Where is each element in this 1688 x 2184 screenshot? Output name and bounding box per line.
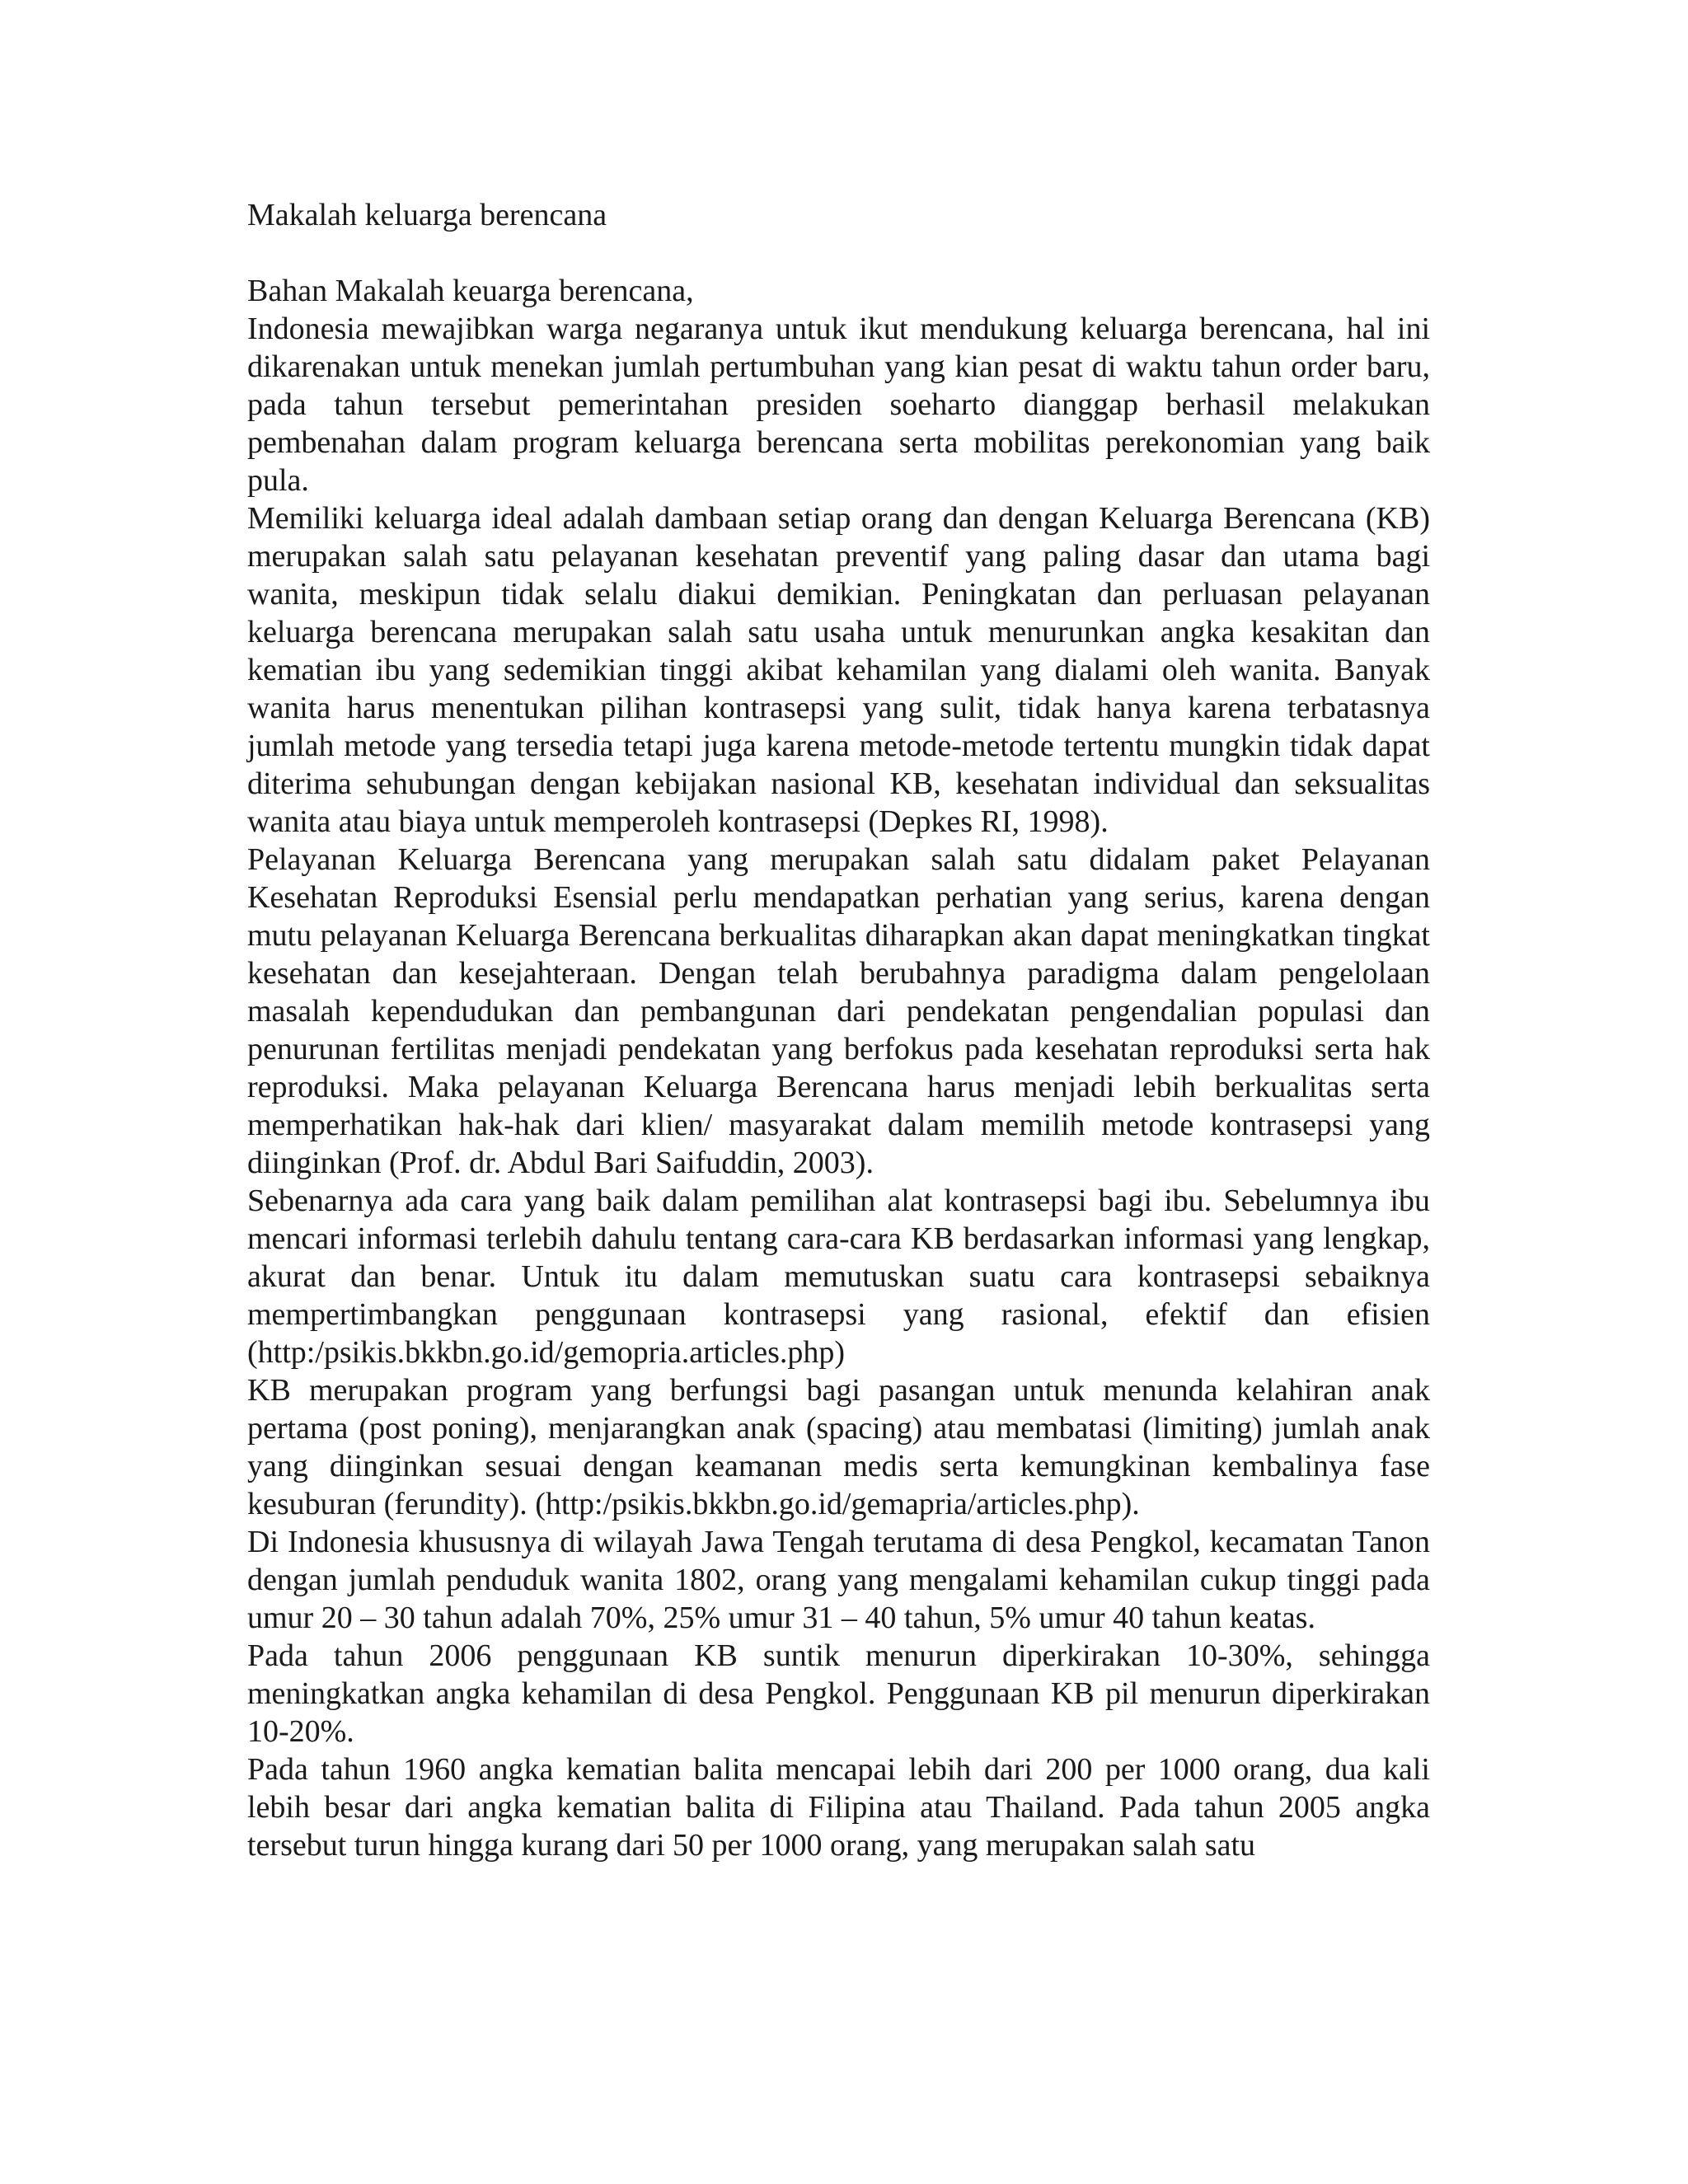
paragraph: Pada tahun 1960 angka kematian balita mencapai lebih dari 200 per 1000 orang, dua kali lebih besar dari angka kematian balita di Filipina atau Thailand. Pada tahun 2005 angka tersebut turun hingga kurang dari 50 per 1000 orang, yang merupakan salah satu [247,1752,1430,1863]
paragraph: Di Indonesia khususnya di wilayah Jawa Tengah terutama di desa Pengkol, kecamatan Tanon dengan jumlah penduduk wanita 1802, orang yang mengalami kehamilan cukup tinggi pada umur 20 – 30 tahun adalah 70%, 25% umur 31 – 40 tahun, 5% umur 40 tahun keatas. [247,1525,1430,1635]
document-subtitle: Bahan Makalah keuarga berencana, [247,274,694,308]
document-body [247,196,1430,1864]
document-title: Makalah keluarga berencana [247,198,607,232]
paragraph: KB merupakan program yang berfungsi bagi pasangan untuk menunda kelahiran anak pertama (post poning), menjarangkan anak (spacing) atau membatasi (limiting) jumlah anak yang diinginkan sesuai dengan keamanan medis serta kemungkinan kembalinya fase kesuburan (ferundity). (http:/psikis.bkkbn.go.id/gemapria/articles.php). [247,1373,1430,1521]
paragraph: Pada tahun 2006 penggunaan KB suntik menurun diperkirakan 10-30%, sehingga meningkatkan angka kehamilan di desa Pengkol. Penggunaan KB pil menurun diperkirakan 10-20%. [247,1638,1430,1749]
paragraph: Indonesia mewajibkan warga negaranya untuk ikut mendukung keluarga berencana, hal ini dikarenakan untuk menekan jumlah pertumbuhan yang kian pesat di waktu tahun order baru, pada tahun tersebut pemerintahan presiden soeharto dianggap berhasil melakukan pembenahan dalam program keluarga berencana serta mobilitas perekonomian yang baik pula. [247,312,1430,498]
paragraph: Memiliki keluarga ideal adalah dambaan setiap orang dan dengan Keluarga Berencana (KB) merupakan salah satu pelayanan kesehatan preventif yang paling dasar dan utama bagi wanita, meskipun tidak selalu diakui demikian. Peningkatan dan perluasan pelayanan keluarga berencana merupakan salah satu usaha untuk menurunkan angka kesakitan dan kematian ibu yang sedemikian tinggi akibat kehamilan yang dialami oleh wanita. Banyak wanita harus menentukan pilihan kontrasepsi yang sulit, tidak hanya karena terbatasnya jumlah metode yang tersedia tetapi juga karena metode-metode tertentu mungkin tidak dapat diterima sehubungan dengan kebijakan nasional KB, kesehatan individual dan seksualitas wanita atau biaya untuk memperoleh kontrasepsi (Depkes RI, 1998). [247,501,1430,839]
paragraph: Sebenarnya ada cara yang baik dalam pemilihan alat kontrasepsi bagi ibu. Sebelumnya ibu mencari informasi terlebih dahulu tentang cara-cara KB berdasarkan informasi yang lengkap, akurat dan benar. Untuk itu dalam memutuskan suatu cara kontrasepsi sebaiknya mempertimbangkan penggunaan kontrasepsi yang rasional, efektif dan efisien (http:/psikis.bkkbn.go.id/gemopria.articles.php) [247,1183,1430,1370]
paragraph: Pelayanan Keluarga Berencana yang merupakan salah satu didalam paket Pelayanan Kesehatan Reproduksi Esensial perlu mendapatkan perhatian yang serius, karena dengan mutu pelayanan Keluarga Berencana berkualitas diharapkan akan dapat meningkatkan tingkat kesehatan dan kesejahteraan. Dengan telah berubahnya paradigma dalam pengelolaan masalah kependudukan dan pembangunan dari pendekatan pengendalian populasi dan penurunan fertilitas menjadi pendekatan yang berfokus pada kesehatan reproduksi serta hak reproduksi. Maka pelayanan Keluarga Berencana harus menjadi lebih berkualitas serta memperhatikan hak-hak dari klien/ masyarakat dalam memilih metode kontrasepsi yang diinginkan (Prof. dr. Abdul Bari Saifuddin, 2003). [247,842,1430,1180]
